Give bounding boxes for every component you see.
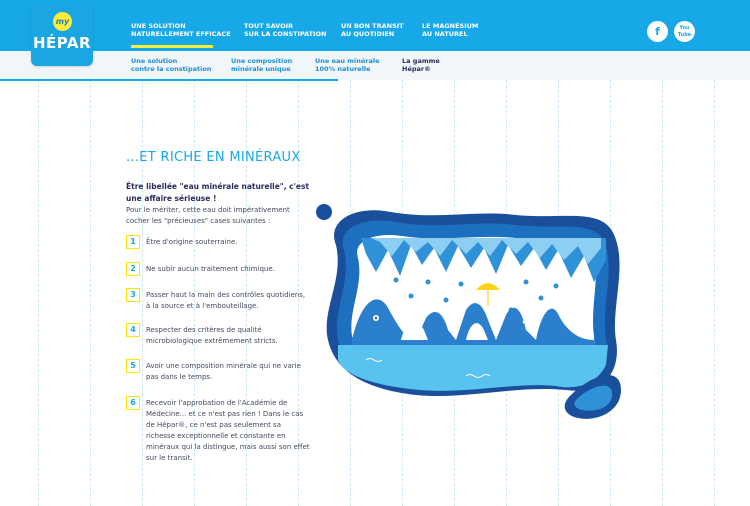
facebook-icon[interactable]: f [647,21,668,42]
nav-item-transit[interactable] [341,22,404,38]
subnav-item-composition[interactable] [231,57,292,73]
header-bar [0,0,750,51]
criteria-number: 4 [126,323,140,337]
intro-heading: Être libellée "eau minérale naturelle", c'est une affaire sérieuse ! [126,182,310,203]
nav-item-line: NATURELLEMENT EFFICACE [131,30,231,38]
nav-item-constipation[interactable] [244,22,326,38]
criteria-text: Être d'origine souterraine. [146,238,238,246]
sub-nav [0,51,750,80]
content-column [126,150,311,237]
nav-item-line: UNE SOLUTION [131,22,186,30]
top-droplet [316,204,332,220]
subnav-line: Hépar® [402,65,431,73]
subnav-line: contre la constipation [131,65,212,73]
subnav-line: 100% naturelle [315,65,371,73]
subnav-line: Une eau minérale [315,57,380,65]
subnav-item-solution[interactable] [131,57,211,73]
nav-item-line: SUR LA CONSTIPATION [244,30,327,38]
subnav-line: La gamme [402,57,440,65]
criteria-number: 3 [126,288,140,302]
subnav-line: Une solution [131,57,178,65]
page-title: ...ET RICHE EN MINÉRAUX [126,150,301,165]
criteria-number: 1 [126,235,140,249]
criteria-number: 5 [126,359,140,373]
criteria-text: Avoir une composition minérale qui ne varie pas dans le temps. [146,362,301,381]
subnav-line: minérale unique [231,65,291,73]
nav-item-line: TOUT SAVOIR [244,22,294,30]
criteria-text: Recevoir l'approbation de l'Académie de Médecine... et ce n'est pas rien ! Dans le cas de Hépar®, ce n'est pas seulement sa richesse exceptionnelle et constante en minéraux qui la distingue, mais aussi son effet sur le transit. [146,399,310,462]
logo-badge: my [53,12,72,31]
nav-item-line: LE MAGNÉSIUM [422,22,479,30]
creature-eye [523,321,526,324]
cave-illustration [316,190,626,430]
nav-item-magnesium[interactable] [422,22,478,38]
intro-text: Pour le mériter, cette eau doit impérativement cocher les "précieuses" cases suivantes : [126,206,290,225]
criteria-number: 6 [126,396,140,410]
criteria-text: Respecter des critères de qualité microbiologique extrêmement stricts. [146,326,278,345]
nav-item-solution[interactable] [131,22,231,38]
criteria-number: 2 [126,262,140,276]
hepar-logo[interactable] [31,4,93,66]
logo-wordmark: HÉPAR [32,34,92,52]
nav-item-line: AU NATUREL [422,30,468,38]
subnav-item-naturelle[interactable] [315,57,380,73]
criteria-text: Ne subir aucun traitement chimique. [146,265,275,273]
criteria-text: Passer haut la main des contrôles quotidiens, à la source et à l'embouteillage. [146,291,306,310]
nav-item-line: UN BON TRANSIT [341,22,404,30]
subnav-progress-line [0,79,338,81]
nav-item-line: AU QUOTIDIEN [341,30,395,38]
subnav-item-gamme[interactable] [402,57,440,73]
subnav-line: Une composition [231,57,293,65]
youtube-icon[interactable]: You Tube [674,21,695,42]
